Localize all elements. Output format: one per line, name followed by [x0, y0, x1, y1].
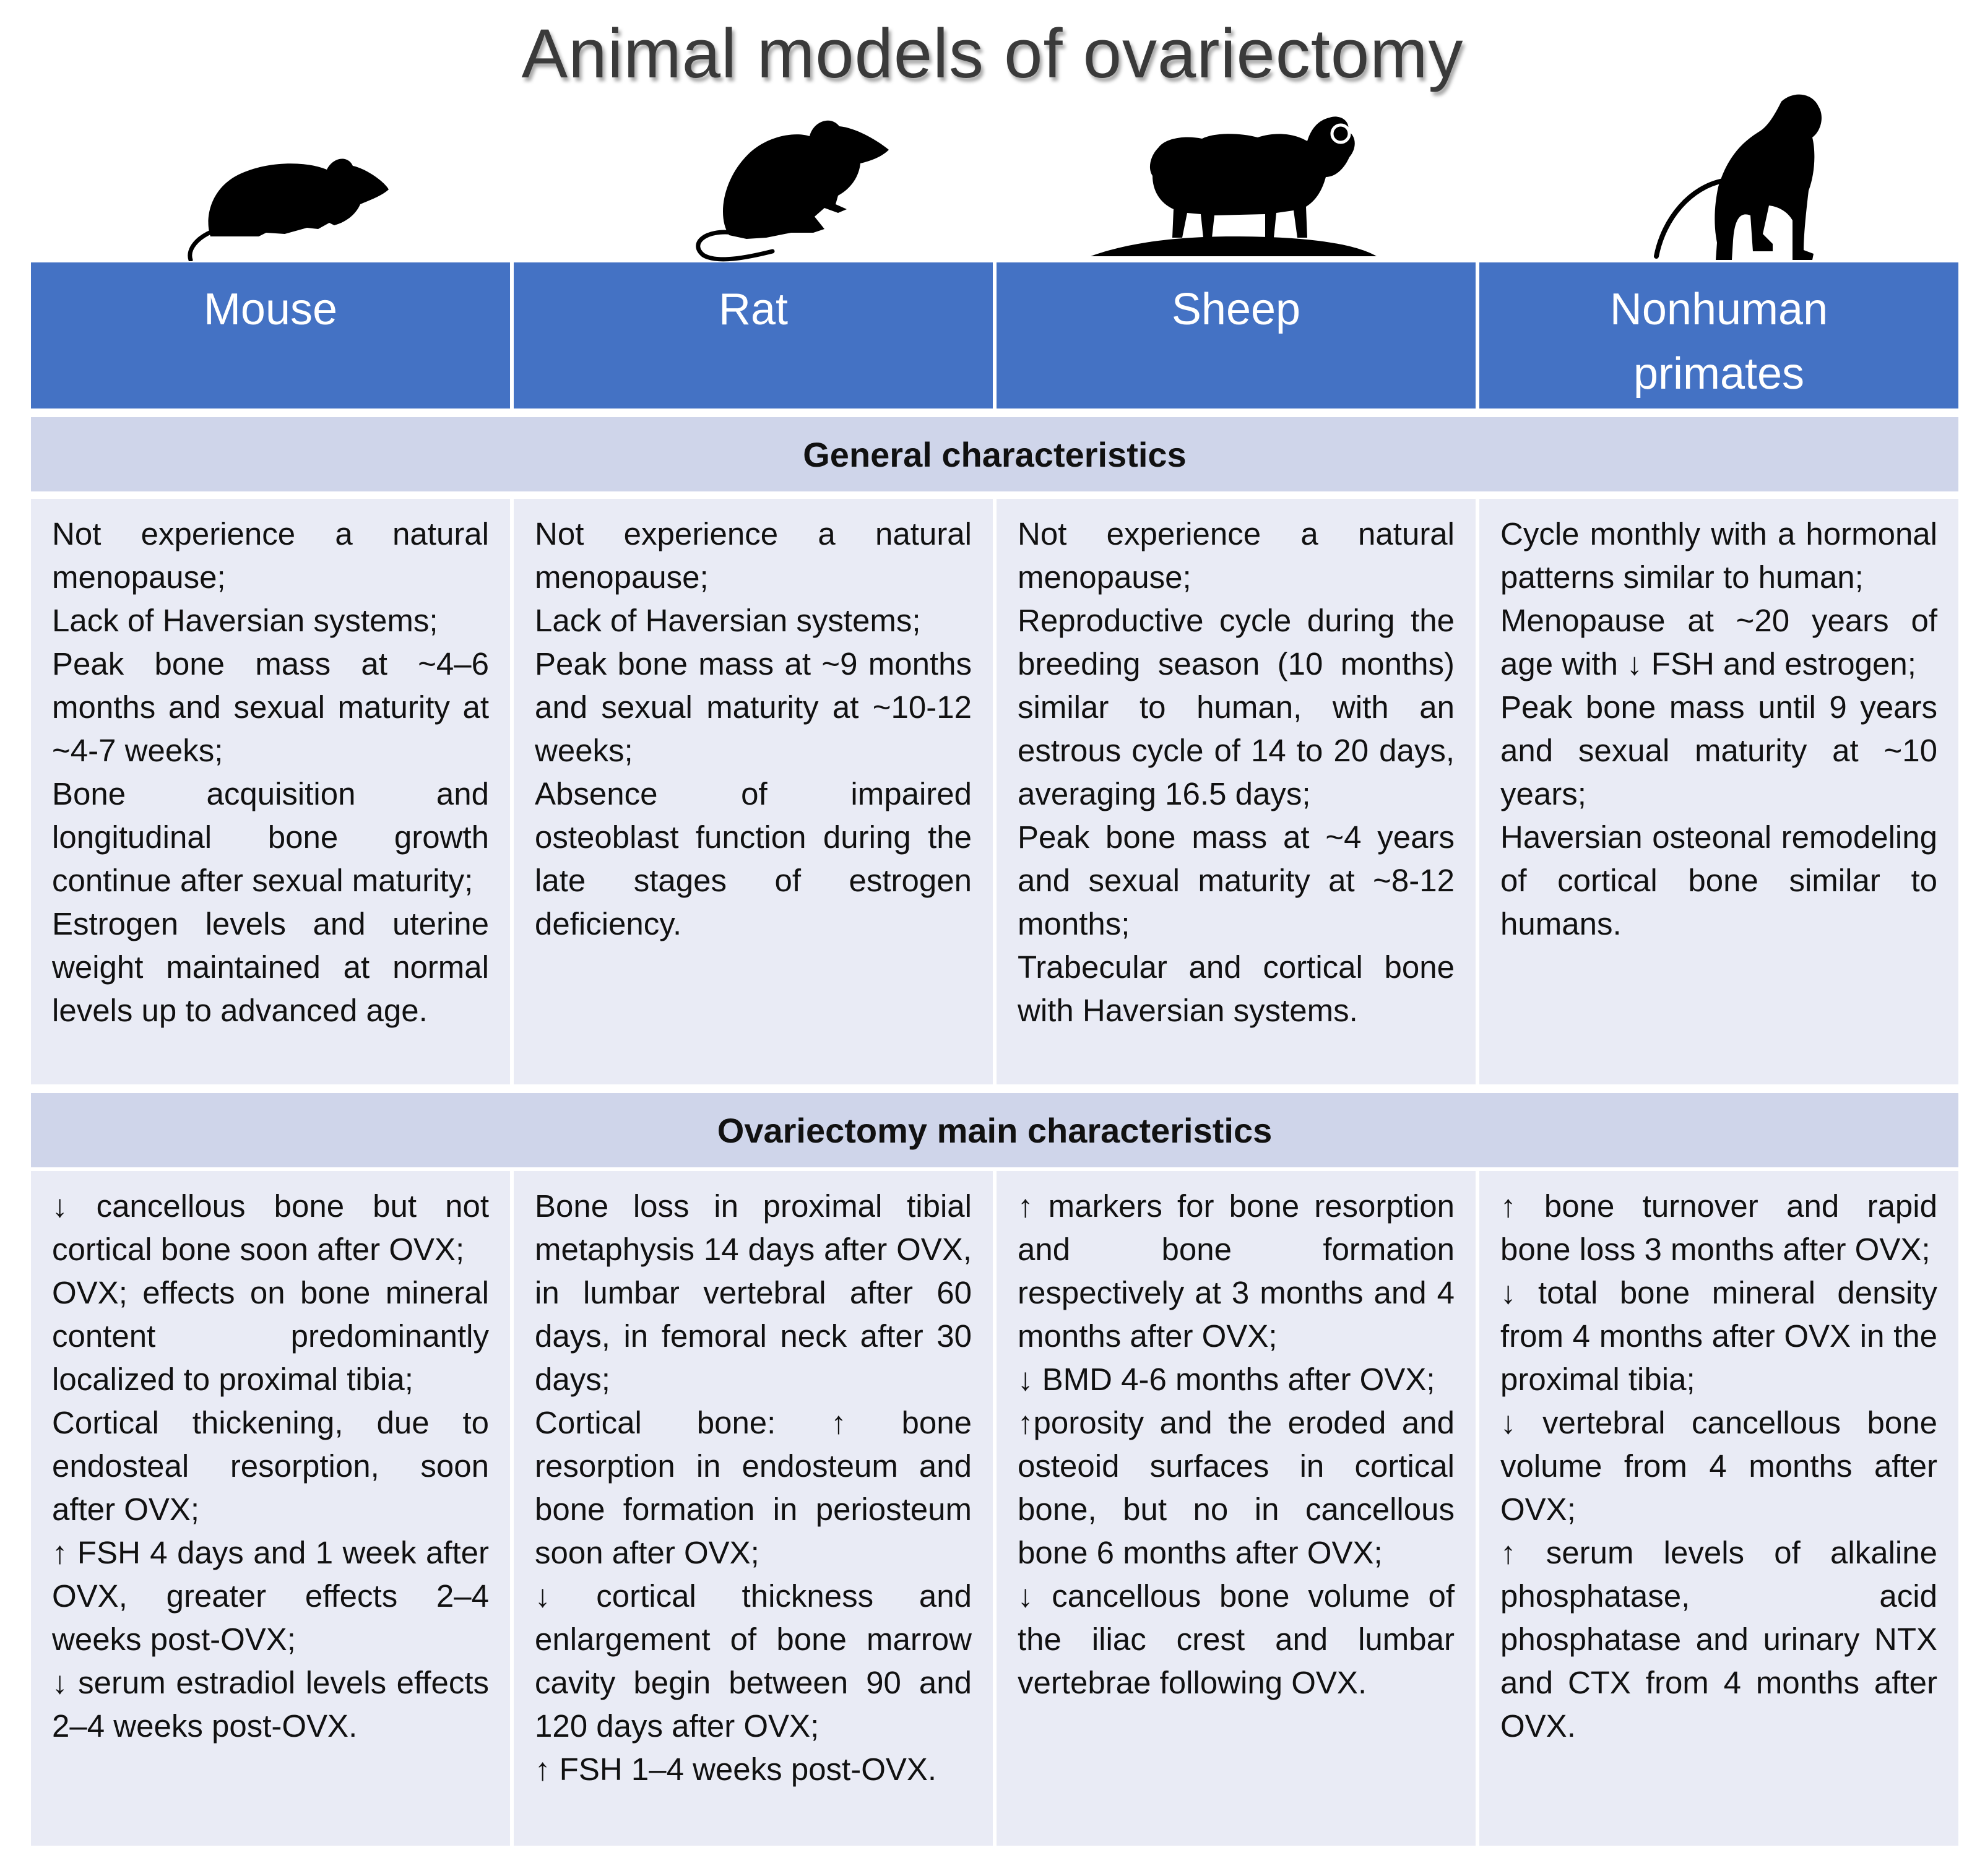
mouse-silhouette-icon: [186, 144, 396, 261]
list-item: Lack of Haversian systems;: [52, 603, 438, 638]
column-header-mouse: Mouse: [31, 262, 510, 408]
list-item: ↓ vertebral cancellous bone volume from 4 months after OVX;: [1500, 1405, 1937, 1527]
list-item: OVX; effects on bone mineral content predominantly localized to proximal tibia;: [52, 1275, 489, 1397]
general-cell-mouse: [31, 499, 510, 1084]
ovariectomy-cell-sheep: [997, 1171, 1476, 1846]
list-item: Not experience a natural menopause;: [535, 516, 972, 595]
ovariectomy-cell-rat: [514, 1171, 993, 1846]
list-item: Menopause at ~20 years of age with ↓ FSH and estrogen;: [1500, 603, 1937, 681]
section-heading-general: General characteristics: [31, 417, 1958, 491]
list-item: Absence of impaired osteoblast function during the late stages of estrogen deficiency.: [535, 776, 972, 941]
list-item: ↓ cancellous bone volume of the iliac crest and lumbar vertebrae following OVX.: [1018, 1578, 1455, 1700]
general-cell-nonhuman-primates: [1479, 499, 1958, 1084]
list-item: Estrogen levels and uterine weight maintained at normal levels up to advanced age.: [52, 906, 489, 1028]
general-cell-sheep: [997, 499, 1476, 1084]
column-header-nonhuman-primates: Nonhuman primates: [1479, 262, 1958, 408]
list-item: ↓ cortical thickness and enlargement of bone marrow cavity begin between 90 and 120 days after OVX;: [535, 1578, 972, 1744]
list-item: Cortical thickening, due to endosteal resorption, soon after OVX;: [52, 1405, 489, 1527]
ovariectomy-characteristics-row: [31, 1167, 1957, 1846]
rat-silhouette-icon: [692, 111, 902, 263]
list-item: ↓ cancellous bone but not cortical bone soon after OVX;: [52, 1188, 489, 1267]
sheep-silhouette-icon: [1091, 104, 1382, 260]
list-item: ↓ serum estradiol levels effects 2–4 weeks post-OVX.: [52, 1665, 489, 1744]
section-heading-ovariectomy: Ovariectomy main characteristics: [31, 1093, 1958, 1167]
list-item: ↑ serum levels of alkaline phosphatase, acid phosphatase and urinary NTX and CTX from 4 months after OVX.: [1500, 1535, 1937, 1744]
list-item: Trabecular and cortical bone with Haversian systems.: [1018, 949, 1455, 1028]
list-item: Not experience a natural menopause;: [1018, 516, 1455, 595]
list-item: Cycle monthly with a hormonal patterns similar to human;: [1500, 516, 1937, 595]
list-item: Lack of Haversian systems;: [535, 603, 921, 638]
list-item: ↑ FSH 4 days and 1 week after OVX, greater effects 2–4 weeks post-OVX;: [52, 1535, 489, 1657]
list-item: Peak bone mass until 9 years and sexual maturity at ~10 years;: [1500, 689, 1937, 811]
ovariectomy-cell-mouse: [31, 1171, 510, 1846]
general-cell-rat: [514, 499, 993, 1084]
list-item: Not experience a natural menopause;: [52, 516, 489, 595]
ovariectomy-cell-nonhuman-primates: [1479, 1171, 1958, 1846]
list-item: Peak bone mass at ~9 months and sexual maturity at ~10-12 weeks;: [535, 646, 972, 768]
general-characteristics-row: [31, 495, 1957, 1167]
list-item: Peak bone mass at ~4–6 months and sexual maturity at ~4-7 weeks;: [52, 646, 489, 768]
list-item: ↑porosity and the eroded and osteoid surfaces in cortical bone, but no in cancellous bone 6 months after OVX;: [1018, 1405, 1455, 1570]
list-item: ↓ BMD 4-6 months after OVX;: [1018, 1362, 1435, 1397]
list-item: Cortical bone: ↑ bone resorption in endosteum and bone formation in periosteum soon after OVX;: [535, 1405, 972, 1570]
list-item: Haversian osteonal remodeling of cortical bone similar to humans.: [1500, 819, 1937, 941]
comparison-table: [31, 262, 1957, 491]
list-item: Reproductive cycle during the breeding season (10 months) similar to human, with an estrous cycle of 14 to 20 days, averaging 16.5 days;: [1018, 603, 1455, 811]
list-item: ↑ FSH 1–4 weeks post-OVX.: [535, 1752, 937, 1787]
column-header-sheep: Sheep: [997, 262, 1476, 408]
monkey-silhouette-icon: [1641, 88, 1852, 262]
list-item: Peak bone mass at ~4 years and sexual maturity at ~8-12 months;: [1018, 819, 1455, 941]
list-item: ↑ markers for bone resorption and bone formation respectively at 3 months and 4 months after OVX;: [1018, 1188, 1455, 1354]
list-item: Bone loss in proximal tibial metaphysis 14 days after OVX, in lumbar vertebral after 60 days, in femoral neck after 30 days;: [535, 1188, 972, 1397]
list-item: Bone acquisition and longitudinal bone growth continue after sexual maturity;: [52, 776, 489, 898]
page-title: Animal models of ovariectomy: [521, 15, 1464, 92]
column-header-rat: Rat: [514, 262, 993, 408]
list-item: ↑ bone turnover and rapid bone loss 3 months after OVX;: [1500, 1188, 1937, 1267]
list-item: ↓ total bone mineral density from 4 months after OVX in the proximal tibia;: [1500, 1275, 1937, 1397]
